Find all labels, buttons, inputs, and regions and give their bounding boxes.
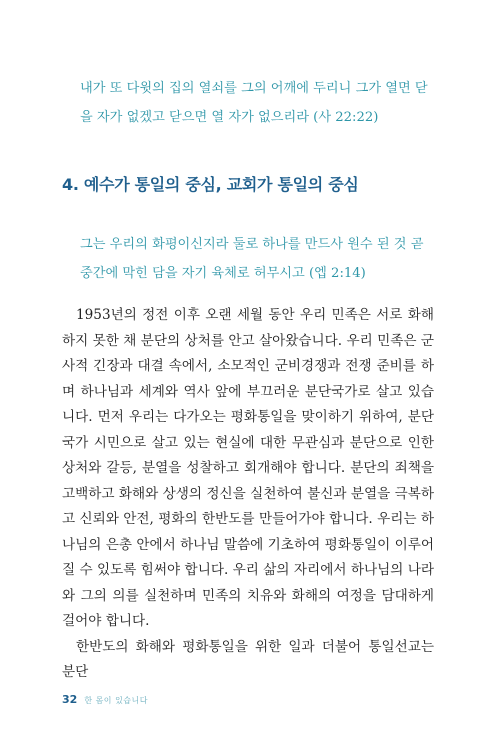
- running-title: 한 몸이 있습니다: [84, 696, 148, 705]
- page-number: 32: [62, 693, 78, 706]
- body-paragraph: 한반도의 화해와 평화통일을 위한 일과 더불어 통일선교는 분단: [62, 638, 434, 680]
- scripture-quote-isaiah: 내가 또 다윗의 집의 열쇠를 그의 어깨에 두리니 그가 열면 닫을 자가 없겠고 닫으면 열 자가 없으리라 (사 22:22): [80, 81, 428, 125]
- scripture-quote-ephesians: 그는 우리의 화평이신지라 둘로 하나를 만드사 원수 된 것 곧 중간에 막힌 담을 자기 육체로 허무시고 (엡 2:14): [80, 237, 424, 281]
- section-heading: 4. 예수가 통일의 중심, 교회가 통일의 중심: [62, 175, 359, 194]
- page-footer: [62, 693, 148, 706]
- body-text: [62, 303, 434, 686]
- body-paragraph: 1953년의 정전 이후 오랜 세월 동안 우리 민족은 서로 화해하지 못한 채 분단의 상처를 안고 살아왔습니다. 우리 민족은 군사적 긴장과 대결 속에서, 소모적인 군비경쟁과 전쟁 준비를 하며 하나님과 세계와 역사 앞에 부끄러운 분단국가로 살고 있습니다. 먼저 우리는 다가오는 평화통일을 맞이하기 위하여, 분단국가 시민으로 살고 있는 현실에 대한 무관심과 분단으로 인한 상처와 갈등, 분열을 성찰하고 회개해야 합니다. 분단의 죄책을 고백하고 화해와 상생의 정신을 실천하여 불신과 분열을 극복하고 신뢰와 안전, 평화의 한반도를 만들어가야 합니다. 우리는 하나님의 은총 안에서 하나님 말씀에 기초하여 평화통일이 이루어질 수 있도록 힘써야 합니다. 우리 삶의 자리에서 하나님의 나라와 그의 의를 실천하며 민족의 치유와 화해의 여정을 담대하게 걸어야 합니다.: [62, 307, 434, 629]
